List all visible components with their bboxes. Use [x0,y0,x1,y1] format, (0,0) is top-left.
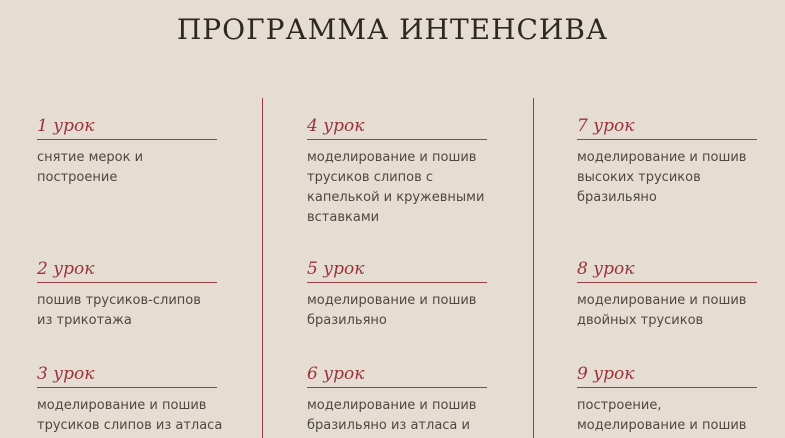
lesson-card [577,115,757,208]
lesson-rule [307,282,487,283]
lesson-description: моделирование и пошив трусиков слипов с капелькой и кружевными вставками [307,150,485,225]
column-divider [262,98,263,438]
lesson-description: моделирование и пошив двойных трусиков [577,293,747,328]
lesson-rule [307,139,487,140]
lesson-description: построение, моделирование и пошив [577,398,747,433]
column-divider [533,98,534,438]
lesson-rule [37,387,217,388]
lesson-title: 2 урок [37,259,95,279]
lesson-rule [37,139,217,140]
lesson-rule [37,282,217,283]
lesson-rule [577,282,757,283]
lesson-description: моделирование и пошив бразильяно из атласа и [307,398,477,433]
lesson-title: 9 урок [577,364,635,384]
lesson-card [307,258,487,331]
lesson-title: 5 урок [307,259,365,279]
lesson-title: 1 урок [37,116,95,136]
lesson-rule [577,387,757,388]
lesson-rule [307,387,487,388]
lesson-card [37,115,217,188]
lesson-card [307,363,487,436]
lesson-description: снятие мерок и построение [37,150,144,185]
lesson-description: моделирование и пошив высоких трусиков бразильяно [577,150,747,205]
lesson-title: 4 урок [307,116,365,136]
lesson-title: 7 урок [577,116,635,136]
lesson-card [37,363,223,436]
lesson-description: пошив трусиков-слипов из трикотажа [37,293,201,328]
lesson-title: 3 урок [37,364,95,384]
lesson-card [37,258,217,331]
lesson-card [577,258,757,331]
lesson-title: 8 урок [577,259,635,279]
lesson-rule [577,139,757,140]
lesson-card [307,115,487,228]
lesson-card [577,363,757,436]
lesson-title: 6 урок [307,364,365,384]
page-title: ПРОГРАММА ИНТЕНСИВА [176,13,609,46]
lesson-description: моделирование и пошив бразильяно [307,293,477,328]
lesson-description: моделирование и пошив трусиков слипов из атласа [37,398,223,433]
